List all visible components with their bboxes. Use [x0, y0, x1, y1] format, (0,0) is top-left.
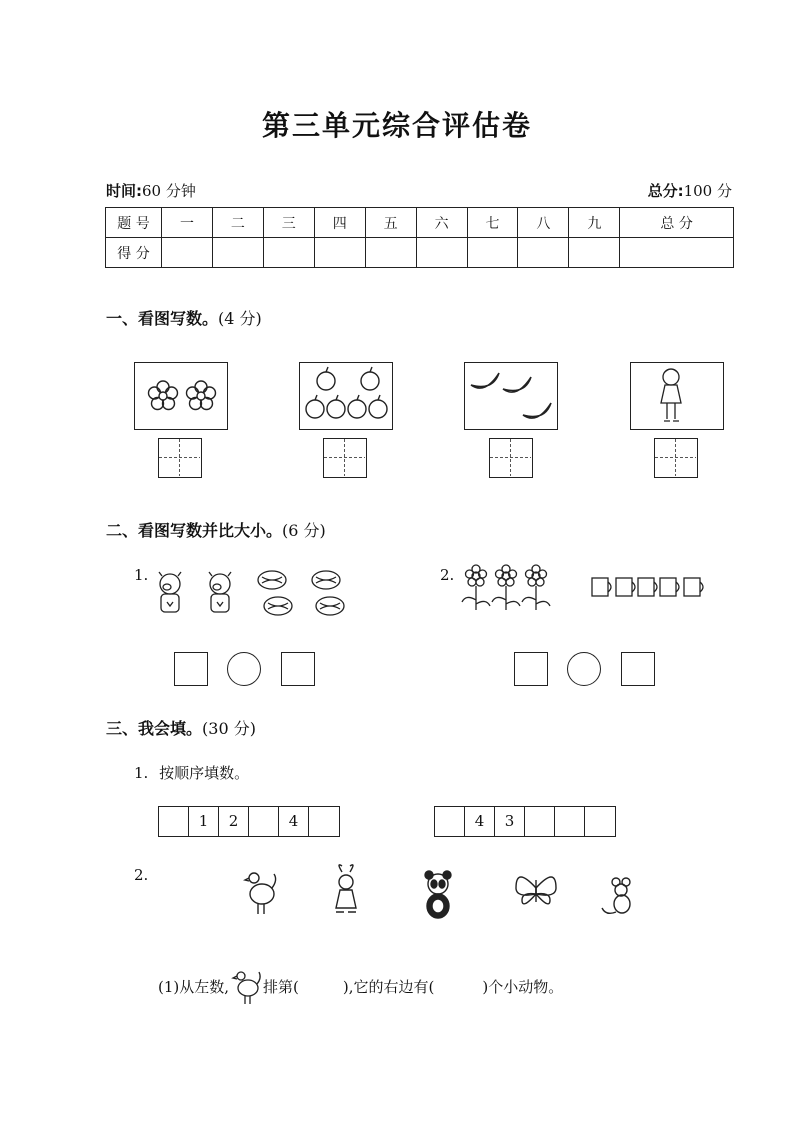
number-sequence-2 — [434, 806, 616, 837]
section-1-heading — [106, 306, 262, 329]
score-header-row — [106, 208, 734, 238]
score-cell[interactable] — [620, 238, 734, 268]
section-1-title: 一、看图写数。 — [106, 309, 219, 328]
score-cell[interactable] — [569, 238, 620, 268]
sequence-cell[interactable] — [555, 807, 585, 836]
section-3-points: (30 分) — [202, 719, 256, 738]
sequence-cell[interactable] — [585, 807, 615, 836]
header-cell: 题 号 — [106, 208, 162, 238]
sequence-cell[interactable] — [309, 807, 339, 836]
panda-icon — [425, 871, 451, 918]
picture-box-girl — [630, 362, 724, 430]
picture-box-flowers — [134, 362, 228, 430]
time-value: 60 分钟 — [142, 182, 196, 200]
answer-box[interactable] — [654, 438, 698, 478]
pigs-and-cabbages-icon — [150, 566, 360, 622]
answer-box[interactable] — [323, 438, 367, 478]
compare-circle[interactable] — [227, 652, 261, 686]
q2-label: 2. — [440, 566, 455, 584]
girl-icon — [631, 363, 723, 429]
sub1-text-d: )个小动物。 — [482, 978, 564, 996]
s3-q1-label: 1. — [134, 764, 149, 782]
total-label: 总分: — [647, 182, 684, 200]
banana-icon — [465, 363, 557, 429]
total-info — [648, 180, 732, 201]
compare-box-right[interactable] — [281, 652, 315, 686]
sequence-cell[interactable] — [249, 807, 279, 836]
header-cell: 七 — [467, 208, 518, 238]
time-info — [106, 180, 196, 201]
sub1-text-c: ),它的右边有( — [342, 978, 435, 996]
header-cell: 二 — [212, 208, 263, 238]
score-cell[interactable] — [212, 238, 263, 268]
total-value: 100 分 — [683, 182, 732, 200]
sequence-cell: 3 — [495, 807, 525, 836]
number-sequence-1 — [158, 806, 340, 837]
score-cell[interactable] — [314, 238, 365, 268]
sequence-cell: 4 — [279, 807, 309, 836]
sub1-label: (1) — [158, 978, 180, 996]
header-cell: 五 — [365, 208, 416, 238]
grid-guide — [490, 439, 531, 476]
score-cell[interactable] — [162, 238, 213, 268]
compare-box-left[interactable] — [514, 652, 548, 686]
time-label: 时间: — [106, 182, 142, 200]
grid-guide — [159, 439, 200, 476]
sequence-cell: 1 — [189, 807, 219, 836]
header-cell: 八 — [518, 208, 569, 238]
chicken-icon — [245, 873, 276, 914]
section-1-points: (4 分) — [218, 309, 262, 328]
score-row-label: 得 分 — [106, 238, 162, 268]
header-cell: 六 — [416, 208, 467, 238]
sequence-cell[interactable] — [159, 807, 189, 836]
compare-box-left[interactable] — [174, 652, 208, 686]
s3-q1 — [134, 762, 249, 783]
score-row — [106, 238, 734, 268]
header-cell: 四 — [314, 208, 365, 238]
flower-icon — [135, 363, 227, 429]
butterfly-icon — [516, 877, 556, 904]
score-cell[interactable] — [365, 238, 416, 268]
s3-q1-text: 按顺序填数。 — [159, 764, 250, 782]
header-cell: 三 — [263, 208, 314, 238]
picture-box-apples — [299, 362, 393, 430]
sequence-cell: 2 — [219, 807, 249, 836]
mouse-icon — [602, 878, 630, 913]
picture-box-bananas — [464, 362, 558, 430]
rabbit-icon — [336, 865, 356, 912]
score-table — [105, 207, 734, 268]
page-title: 第三单元综合评估卷 — [261, 109, 532, 142]
sub1-text-b: 排第( — [263, 978, 299, 996]
score-cell[interactable] — [416, 238, 467, 268]
flowers-and-cups-icon — [458, 562, 718, 612]
chicken-icon — [229, 966, 263, 1006]
animals-row — [236, 864, 656, 926]
header-cell: 九 — [569, 208, 620, 238]
score-cell[interactable] — [467, 238, 518, 268]
q1-label: 1. — [134, 566, 149, 584]
compare-circle[interactable] — [567, 652, 601, 686]
answer-box[interactable] — [158, 438, 202, 478]
sequence-cell[interactable] — [435, 807, 465, 836]
section-2-heading — [106, 518, 326, 541]
sequence-cell[interactable] — [525, 807, 555, 836]
section-2-points: (6 分) — [282, 521, 326, 540]
compare-box-right[interactable] — [621, 652, 655, 686]
header-cell: 总 分 — [620, 208, 734, 238]
s3-q2-label: 2. — [134, 866, 149, 884]
score-cell[interactable] — [518, 238, 569, 268]
header-cell: 一 — [162, 208, 213, 238]
grid-guide — [324, 439, 365, 476]
section-2-title: 二、看图写数并比大小。 — [106, 521, 283, 540]
answer-box[interactable] — [489, 438, 533, 478]
section-3-heading — [106, 716, 256, 739]
sub1-text-a: 从左数, — [179, 978, 230, 996]
apple-icon — [300, 363, 392, 429]
s3-q2-sub1 — [158, 966, 563, 1006]
sequence-cell: 4 — [465, 807, 495, 836]
grid-guide — [655, 439, 696, 476]
section-3-title: 三、我会填。 — [106, 719, 203, 738]
score-cell[interactable] — [263, 238, 314, 268]
